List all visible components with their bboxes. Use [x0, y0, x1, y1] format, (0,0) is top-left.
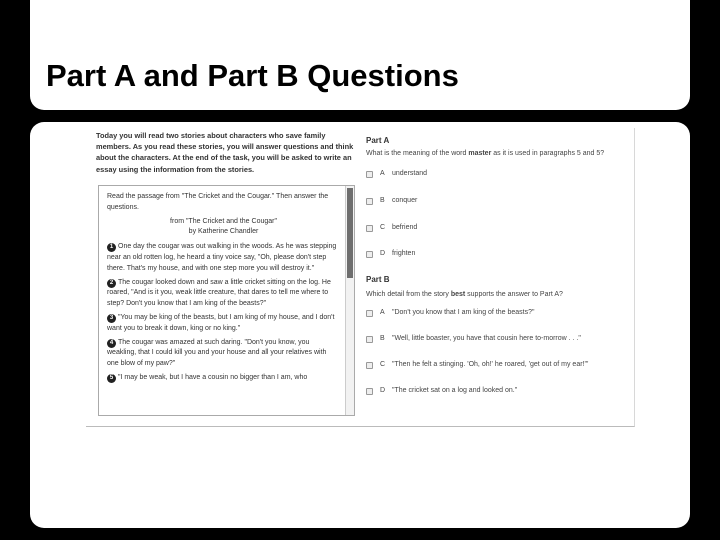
part-b-option-c[interactable]: [366, 361, 628, 373]
radio-square-icon[interactable]: [366, 362, 373, 369]
part-b-option-b[interactable]: [366, 335, 628, 347]
radio-square-icon[interactable]: [366, 251, 373, 258]
option-text: understand: [392, 170, 428, 177]
paragraph-2: [107, 278, 340, 310]
paragraph-5: [107, 373, 340, 384]
paragraph-number-badge: 3: [107, 314, 116, 323]
radio-square-icon[interactable]: [366, 310, 373, 317]
option-letter: B: [380, 335, 385, 342]
radio-square-icon[interactable]: [366, 171, 373, 178]
paragraph-3: [107, 313, 340, 335]
radio-square-icon[interactable]: [366, 198, 373, 205]
paragraph-number-badge: 1: [107, 243, 116, 252]
paragraph-text: "I may be weak, but I have a cousin no bigger than I am, who: [118, 373, 308, 381]
paragraph-1: [107, 242, 340, 274]
stem-keyword: best: [450, 291, 466, 298]
excerpt-title: from "The Cricket and the Cougar": [170, 217, 277, 225]
option-text: "Don't you know that I am king of the beasts?": [392, 309, 535, 316]
slide-title: Part A and Part B Questions: [46, 58, 459, 93]
part-a-option-d[interactable]: [366, 250, 628, 262]
part-b-option-a[interactable]: [366, 309, 628, 321]
scrollbar-thumb[interactable]: [347, 188, 353, 278]
part-a-option-c[interactable]: [366, 224, 628, 236]
option-text: "Then he felt a stinging. 'Oh, oh!' he roared, 'get out of my ear!'": [392, 361, 589, 368]
option-letter: D: [380, 387, 386, 394]
option-letter: C: [380, 361, 386, 368]
part-b-heading: Part B: [366, 275, 390, 284]
excerpt-author: by Katherine Chandler: [188, 228, 259, 236]
option-text: frighten: [392, 250, 416, 257]
radio-square-icon[interactable]: [366, 388, 373, 395]
paragraph-text: The cougar was amazed at such daring. "Don't you know, you weakling, that I could kill you and your house and all your relatives with one blow of my paw?": [107, 338, 327, 368]
paragraph-number-badge: 2: [107, 279, 116, 288]
part-a-heading: Part A: [366, 136, 390, 145]
option-letter: A: [380, 170, 385, 177]
option-text: "Well, little boaster, you have that cousin here to-morrow . . .": [392, 335, 581, 342]
option-text: conquer: [392, 197, 418, 204]
paragraph-number-badge: 4: [107, 339, 116, 348]
stem-text: supports the answer to Part A?: [465, 291, 563, 298]
test-screenshot: [86, 128, 635, 427]
option-letter: A: [380, 309, 385, 316]
part-a-stem: [366, 150, 628, 157]
part-b-option-d[interactable]: [366, 387, 628, 399]
part-a-option-b[interactable]: [366, 197, 628, 209]
stem-text: What is the meaning of the word: [366, 150, 469, 157]
part-b-stem: [366, 291, 628, 298]
option-letter: C: [380, 224, 386, 231]
passage-content: [107, 192, 340, 387]
radio-square-icon[interactable]: [366, 336, 373, 343]
stem-keyword: master: [468, 150, 492, 157]
passage-instruction: Read the passage from "The Cricket and the Cougar." Then answer the questions.: [107, 193, 329, 211]
paragraph-4: [107, 338, 340, 370]
part-a-option-a[interactable]: [366, 170, 628, 182]
paragraph-text: "You may be king of the beasts, but I am king of my house, and I don't want you to break it down, king or no king.": [107, 313, 335, 332]
title-panel: [30, 0, 690, 110]
option-letter: B: [380, 197, 385, 204]
option-letter: D: [380, 250, 386, 257]
paragraph-text: One day the cougar was out walking in the woods. As he was stepping near an old rotten log, he heard a tiny voice say, "Oh, please don't step there. That's my house, and with one step more you will destroy it.": [107, 243, 337, 272]
paragraph-text: The cougar looked down and saw a little cricket sitting on the log. He roared, "And is it you, weak little creature, that dares to tell me where to step? Don't you know that I am king of the beasts?": [107, 278, 331, 308]
task-intro: Today you will read two stories about characters who save family members. As you read these stories, you will answer questions and think about the characters. At the end of the task, you will be asked to write an essay using the information from the stories.: [96, 131, 354, 174]
paragraph-number-badge: 5: [107, 374, 116, 383]
stem-text: Which detail from the story: [366, 291, 451, 298]
radio-square-icon[interactable]: [366, 225, 373, 232]
stem-text: as it is used in paragraphs 5 and 5?: [491, 150, 605, 157]
option-text: "The cricket sat on a log and looked on.": [392, 387, 518, 394]
option-text: befriend: [392, 224, 418, 231]
passage-scrollbar[interactable]: [345, 186, 354, 415]
passage-box: [98, 185, 355, 416]
